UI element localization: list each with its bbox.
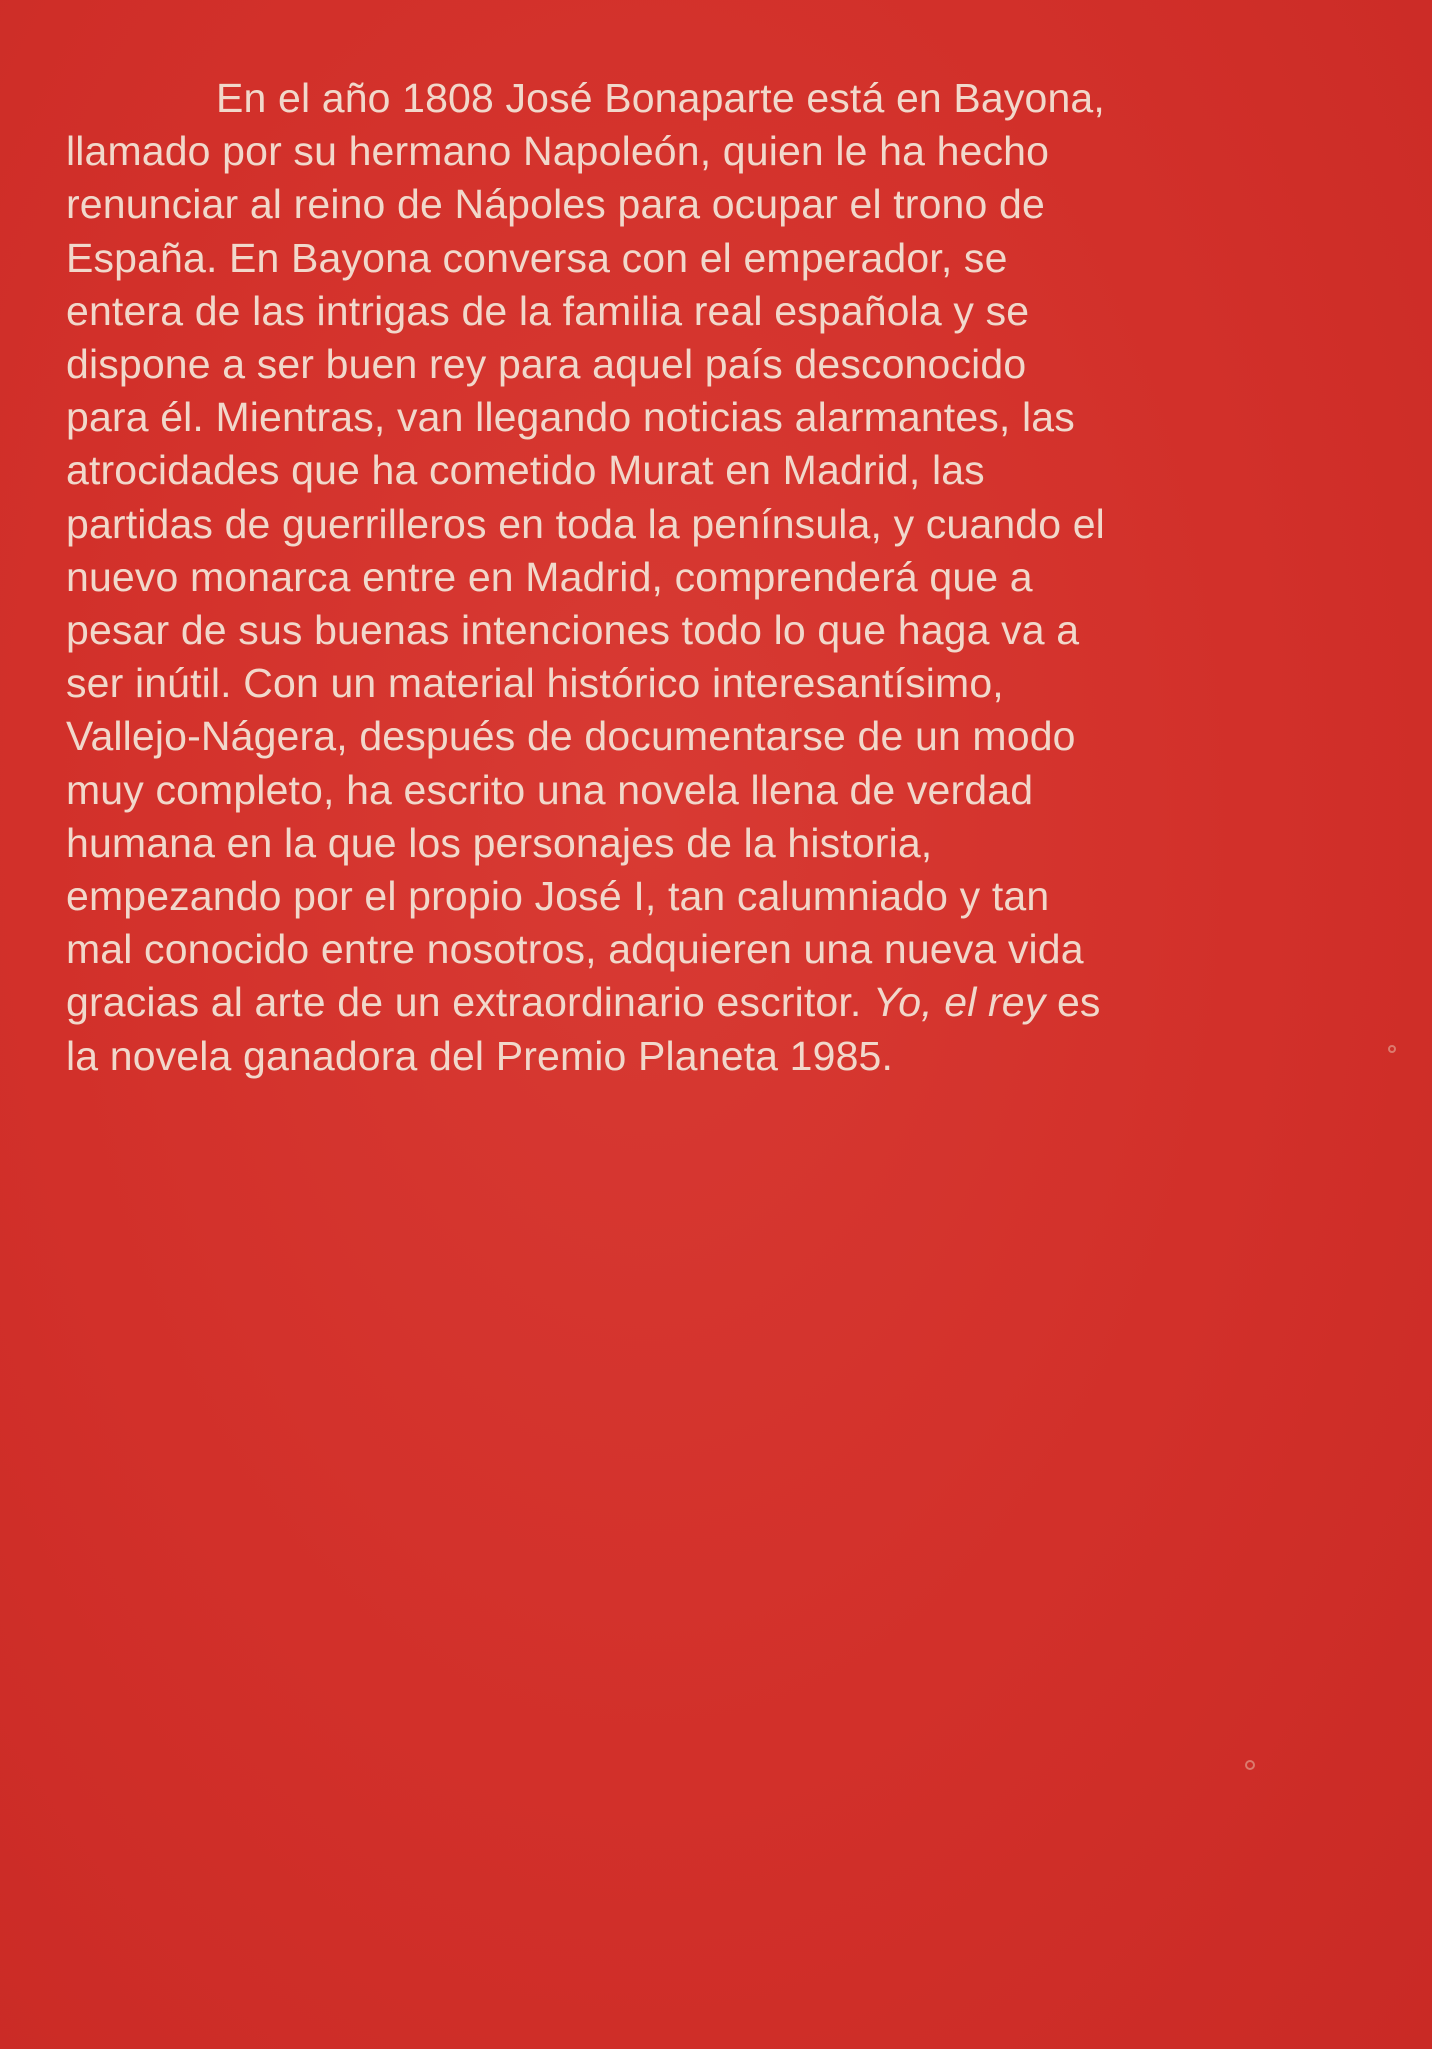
blurb-line: muy completo, ha escrito una novela llena de verdad xyxy=(66,766,1034,813)
blurb-line xyxy=(66,976,1406,1029)
paper-speck xyxy=(1388,1045,1396,1053)
blurb-line: para él. Mientras, van llegando noticias alarmantes, las xyxy=(66,394,1075,441)
blurb-line: Vallejo-Nágera, después de documentarse de un modo xyxy=(66,713,1076,760)
blurb-line: ser inútil. Con un material histórico interesantísimo, xyxy=(66,660,1004,707)
blurb-line: pesar de sus buenas intenciones todo lo que haga va a xyxy=(66,607,1080,654)
blurb-line: entera de las intrigas de la familia real española y se xyxy=(66,287,1030,334)
blurb-line: humana en la que los personajes de la historia, xyxy=(66,819,933,866)
blurb-line: España. En Bayona conversa con el emperador, se xyxy=(66,234,1008,281)
blurb-line: llamado por su hermano Napoleón, quien le ha hecho xyxy=(66,128,1050,175)
blurb-line: nuevo monarca entre en Madrid, comprenderá que a xyxy=(66,553,1033,600)
paper-speck xyxy=(1245,1760,1255,1770)
blurb-line: partidas de guerrilleros en toda la península, y cuando el xyxy=(66,500,1105,547)
blurb-line: renunciar al reino de Nápoles para ocupar el trono de xyxy=(66,181,1045,228)
blurb-line: atrocidades que ha cometido Murat en Madrid, las xyxy=(66,447,985,494)
blurb-line: empezando por el propio José I, tan calumniado y tan xyxy=(66,873,1050,920)
blurb-line: En el año 1808 José Bonaparte está en Bayona, xyxy=(216,75,1105,121)
blurb-line: dispone a ser buen rey para aquel país desconocido xyxy=(66,341,1027,388)
blurb-line-text: gracias al arte de un extraordinario escritor. xyxy=(66,979,862,1026)
book-title: Yo, el rey xyxy=(872,979,1046,1026)
blurb-last-line: la novela ganadora del Premio Planeta 1985. xyxy=(66,1032,894,1079)
blurb-line: mal conocido entre nosotros, adquieren una nueva vida xyxy=(66,926,1084,973)
blurb-paragraph xyxy=(66,72,1406,1083)
blurb-line-tail: es xyxy=(1056,979,1101,1026)
